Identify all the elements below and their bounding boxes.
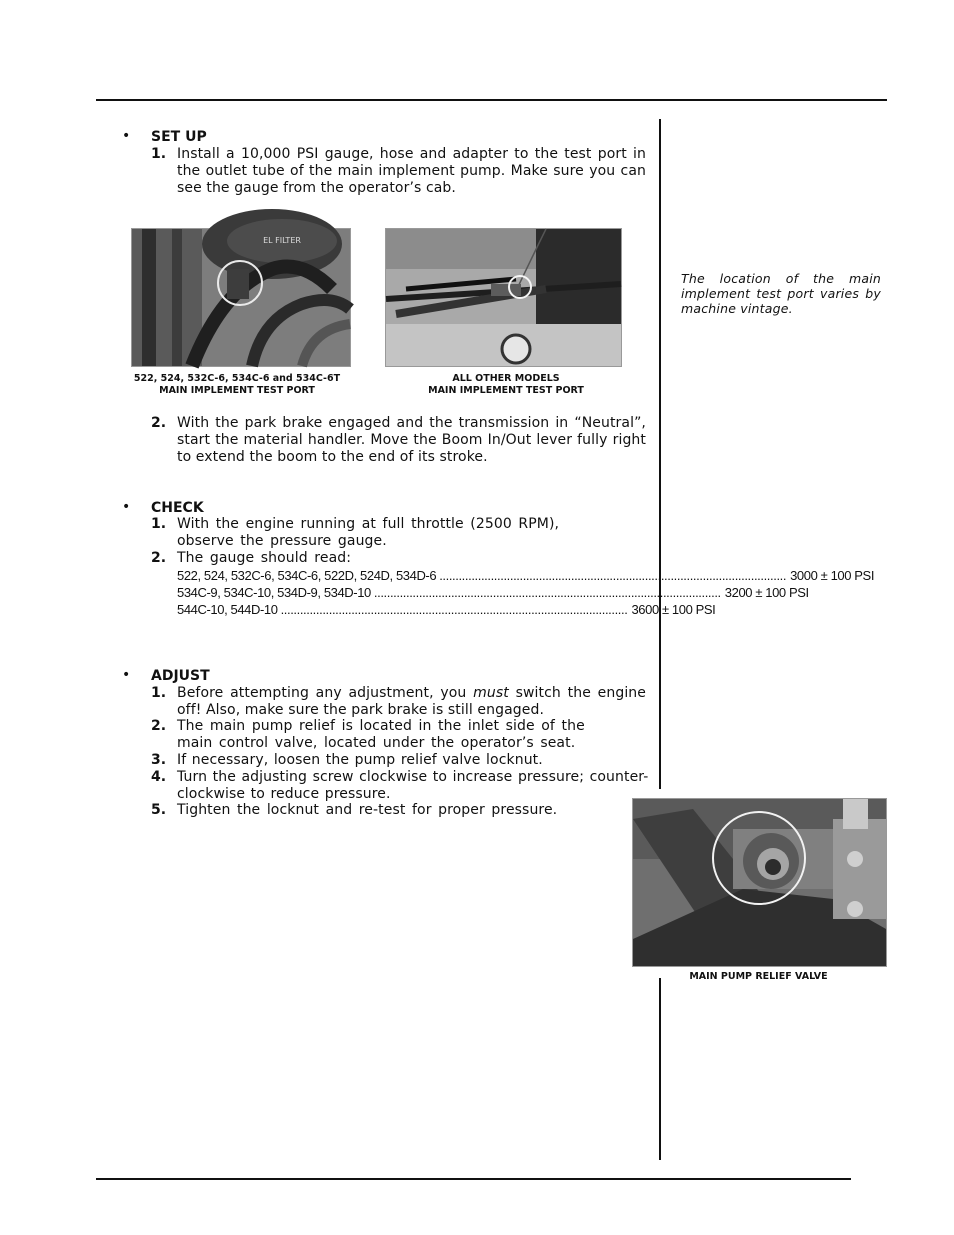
adjust-step3-text: If necessary, loosen the pump relief valve locknut. [177,752,543,768]
adjust-step5-number: 5. [151,802,167,818]
setup-step1-text: Install a 10,000 PSI gauge, hose and adapter to the test port in the outlet tube of the main implement pump. Make sure you can see the gauge from the operator’s cab. [177,146,646,196]
footer-rule [96,1178,851,1180]
caption-right-line2: MAIN IMPLEMENT TEST PORT [428,385,584,396]
caption-relief-valve: MAIN PUMP RELIEF VALVE [689,971,828,982]
photo-test-port-other-models [385,228,622,367]
column-divider-upper [659,119,661,789]
adjust-step5-text: Tighten the locknut and re-test for proper pressure. [177,802,558,818]
caption-left-line1: 522, 524, 532C-6, 534C-6 and 534C-6T [133,373,341,384]
check-step2-text: The gauge should read: [177,550,352,566]
bullet-check: • [122,499,131,515]
filter-label: EL FILTER [263,236,301,245]
caption-right-line1: ALL OTHER MODELS [452,373,560,384]
adjust-step2-text: The main pump relief is located in the inlet side of the main control valve, located under the operator’s seat. [177,718,585,751]
adjust-step1-text [177,685,646,719]
spec-leader: ............................................................................................................ [280,602,628,617]
spec-value: 3200 ± 100 PSI [724,585,809,600]
photo-main-pump-relief-valve [632,798,887,967]
spec-row [177,601,716,618]
adjust-step4-text: Turn the adjusting screw clockwise to increase pressure; counter-clockwise to reduce pressure. [177,769,649,802]
check-title: CHECK [151,500,204,516]
spec-value: 3600 ± 100 PSI [631,602,716,617]
adjust-step1-number: 1. [151,685,167,701]
adjust-step4-number: 4. [151,769,167,785]
photo-test-port-other-models-image [386,229,621,366]
adjust-title: ADJUST [151,668,210,684]
header-rule [96,99,887,101]
spec-leader: ............................................................................................................ [373,585,721,600]
caption-left [124,373,350,397]
spec-models: 544C-10, 544D-10 [177,602,278,617]
setup-step2-number: 2. [151,415,167,431]
side-note: The location of the main implement test port varies by machine vintage. [681,271,881,316]
spec-row [177,584,809,601]
column-divider-lower [659,978,661,1160]
setup-step1-number: 1. [151,146,167,162]
check-step1-text: With the engine running at full throttle (2500 RPM), observe the pressure gauge. [177,516,560,549]
adjust-step1-emphasis: must [473,685,509,701]
check-step2-number: 2. [151,550,167,566]
check-step1-number: 1. [151,516,167,532]
bullet-setup: • [122,128,131,144]
spec-row [177,567,875,584]
photo-test-port-early-models-image [132,229,350,366]
caption-right [400,373,612,397]
adjust-step3-number: 3. [151,752,167,768]
photo-test-port-early-models [131,228,351,367]
spec-models: 534C-9, 534C-10, 534D-9, 534D-10 [177,585,371,600]
photo-main-pump-relief-valve-image [633,799,886,966]
setup-step2-text: With the park brake engaged and the transmission in “Neutral”, start the material handler. Move the Boom In/Out lever fully right to extend the boom to the end of its stroke. [177,415,646,465]
bullet-adjust: • [122,667,131,683]
adjust-step2-number: 2. [151,718,167,734]
spec-models: 522, 524, 532C-6, 534C-6, 522D, 524D, 534D-6 [177,568,437,583]
setup-title: SET UP [151,129,207,145]
adjust-step1-post: switch the engine off! Also, make sure the park brake is still engaged. [177,685,646,718]
spec-value: 3000 ± 100 PSI [790,568,875,583]
spec-leader: ............................................................................................................ [439,568,787,583]
adjust-step1-pre: Before attempting any adjustment, you [177,685,474,701]
caption-left-line2: MAIN IMPLEMENT TEST PORT [159,385,315,396]
